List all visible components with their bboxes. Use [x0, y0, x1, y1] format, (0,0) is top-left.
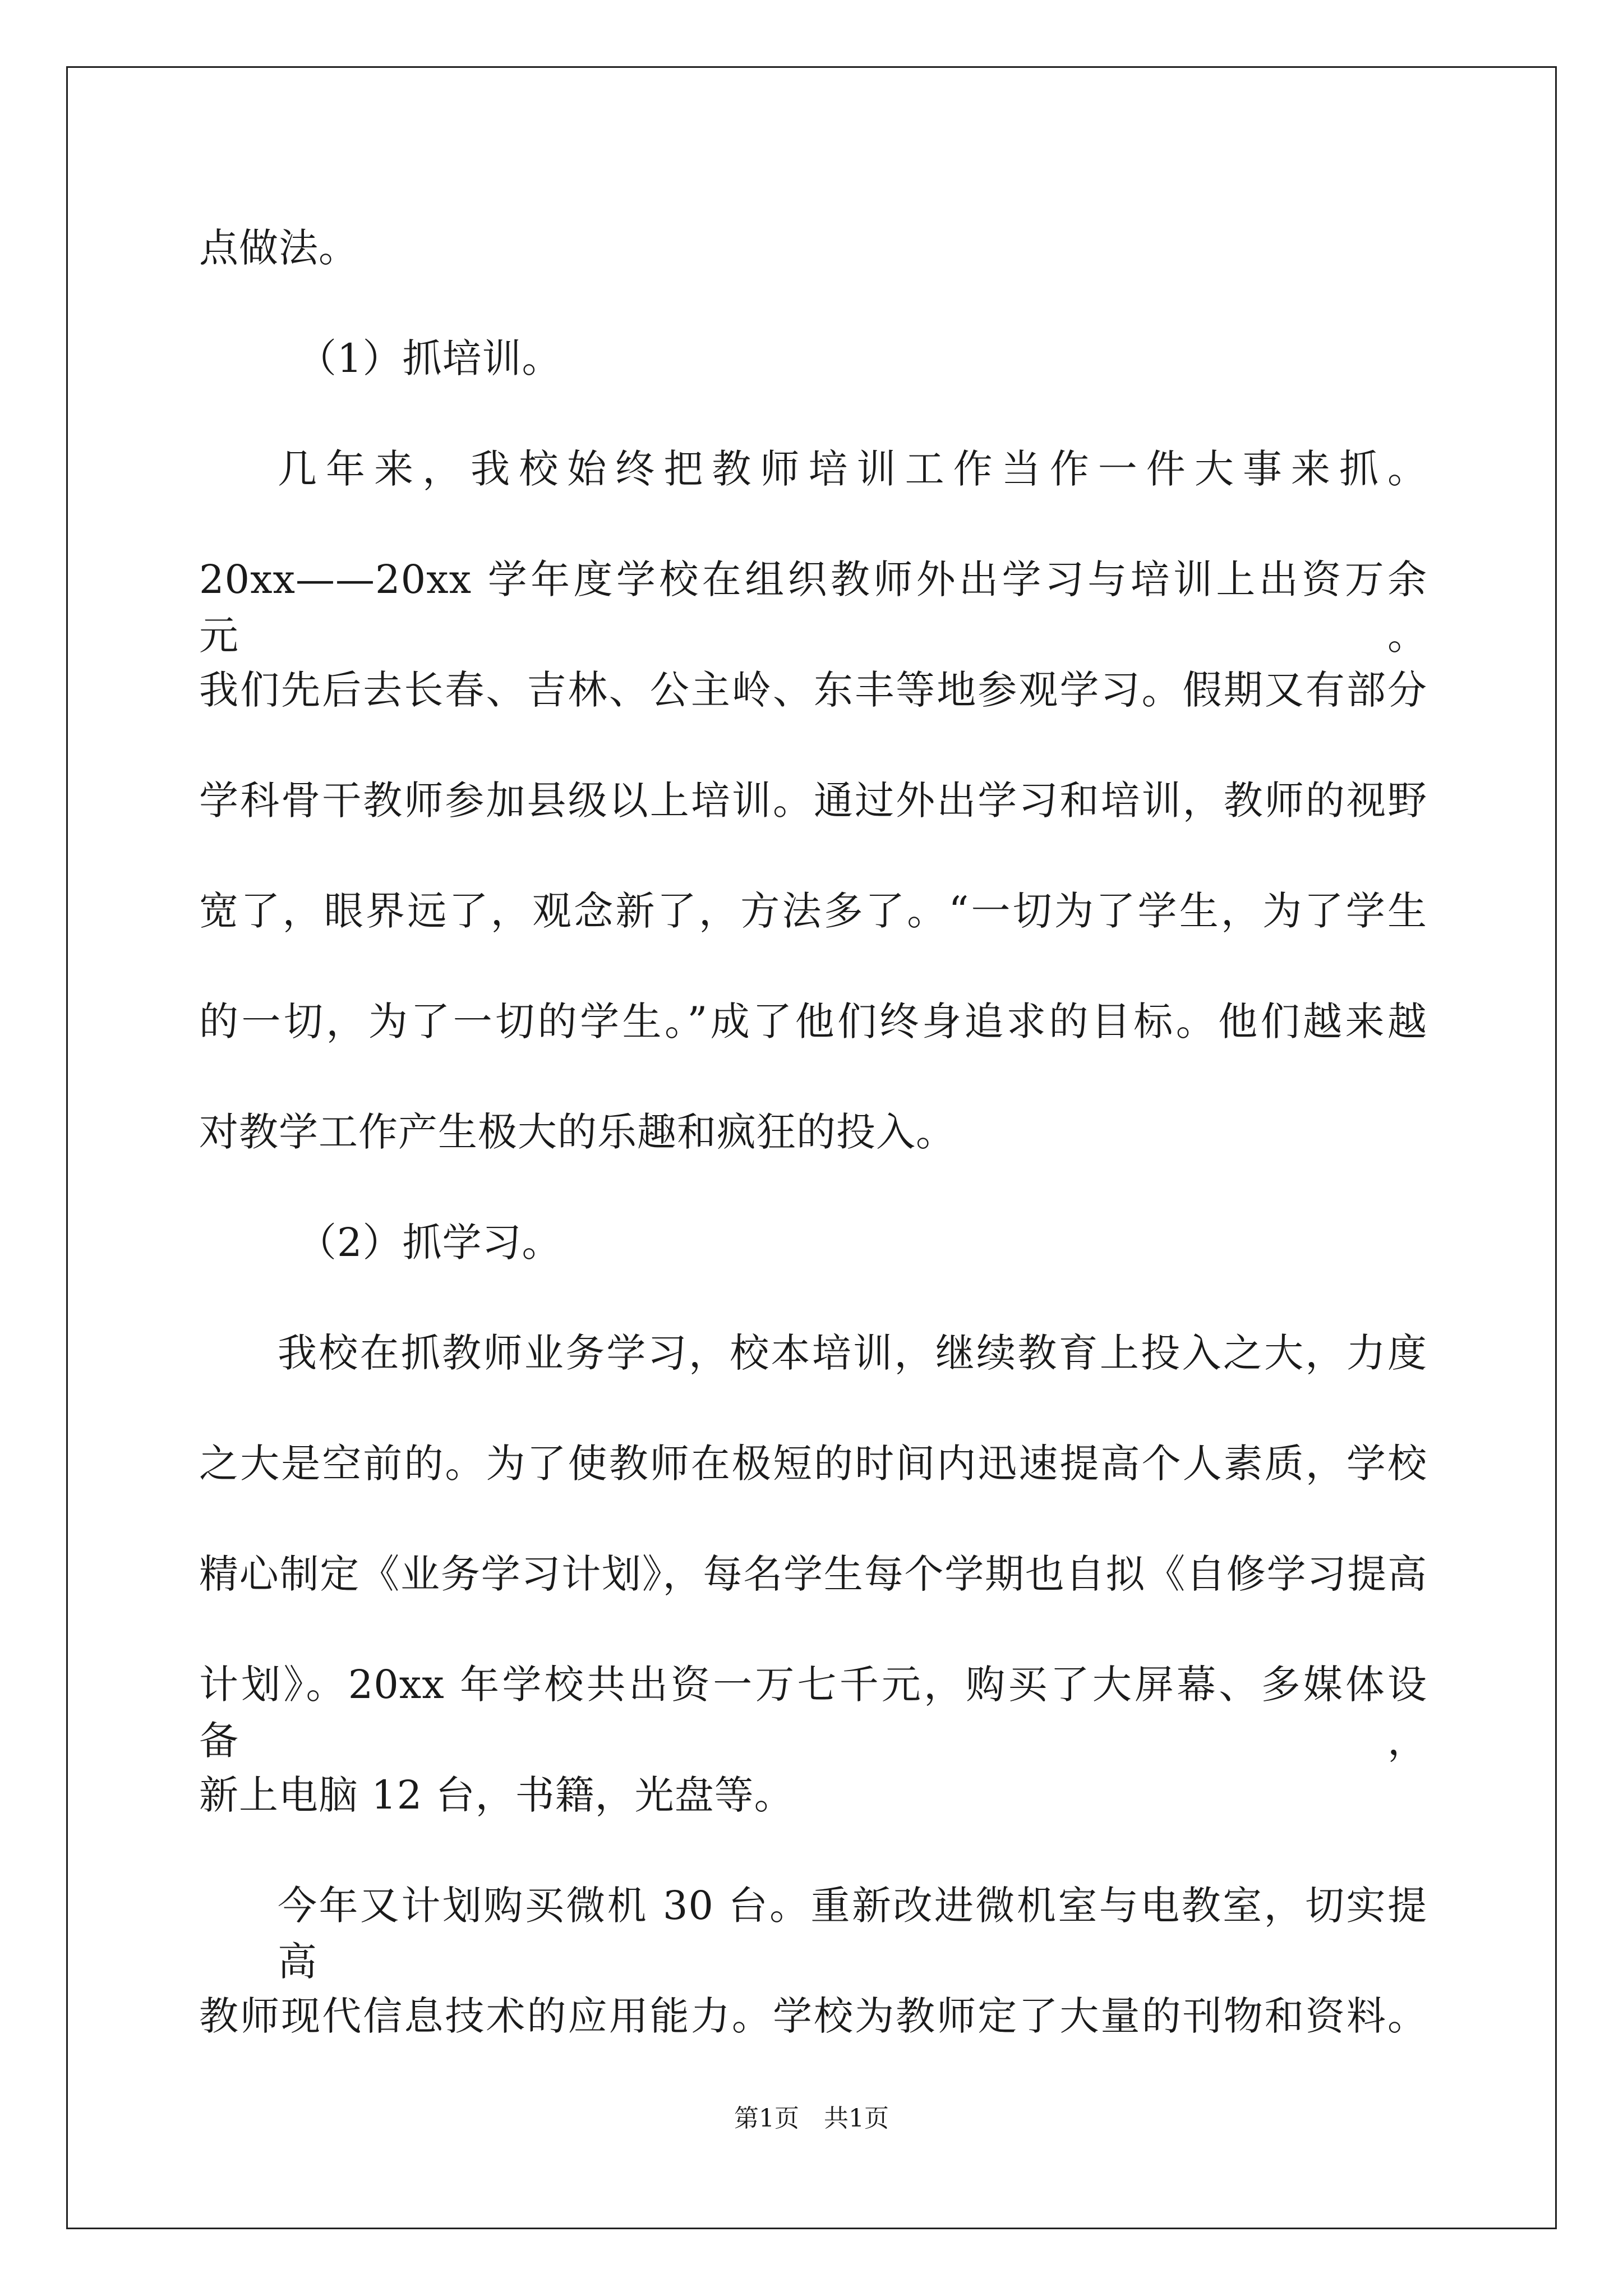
text-line: 今年又计划购买微机 30 台。重新改进微机室与电教室，切实提高: [278, 1883, 1427, 1985]
text-line: 之大是空前的。为了使教师在极短的时间内迅速提高个人素质，学校: [199, 1441, 1427, 1487]
text-line: 几年来，我校始终把教师培训工作当作一件大事来抓。: [278, 446, 1427, 492]
page-footer: 第1页 共1页: [734, 2104, 889, 2133]
text-line: 新上电脑 12 台，书籍，光盘等。: [199, 1772, 794, 1818]
text-line: 的一切，为了一切的学生。”成了他们终身追求的目标。他们越来越: [199, 999, 1427, 1045]
text-line: 点做法。: [199, 225, 358, 271]
text-line: 对教学工作产生极大的乐趣和疯狂的投入。: [199, 1109, 956, 1155]
text-line: 精心制定《业务学习计划》，每名学生每个学期也自拟《自修学习提高: [199, 1551, 1427, 1597]
text-line: 我们先后去长春、吉林、公主岭、东丰等地参观学习。假期又有部分: [199, 667, 1427, 713]
section-heading: （1）抓培训。: [297, 335, 562, 381]
text-line: 计划》。20xx 年学校共出资一万七千元，购买了大屏幕、多媒体设备，: [199, 1662, 1427, 1764]
text-line: 教师现代信息技术的应用能力。学校为教师定了大量的刊物和资料。: [199, 1993, 1427, 2039]
text-line: 宽了，眼界远了，观念新了，方法多了。“一切为了学生，为了学生: [199, 888, 1427, 934]
text-line: 我校在抓教师业务学习，校本培训，继续教育上投入之大，力度: [278, 1330, 1427, 1376]
text-line: 学科骨干教师参加县级以上培训。通过外出学习和培训，教师的视野: [199, 777, 1427, 823]
text-line: 20xx——20xx 学年度学校在组织教师外出学习与培训上出资万余元。: [199, 556, 1427, 659]
section-heading: （2）抓学习。: [297, 1220, 562, 1266]
document-body: [199, 220, 1427, 2099]
